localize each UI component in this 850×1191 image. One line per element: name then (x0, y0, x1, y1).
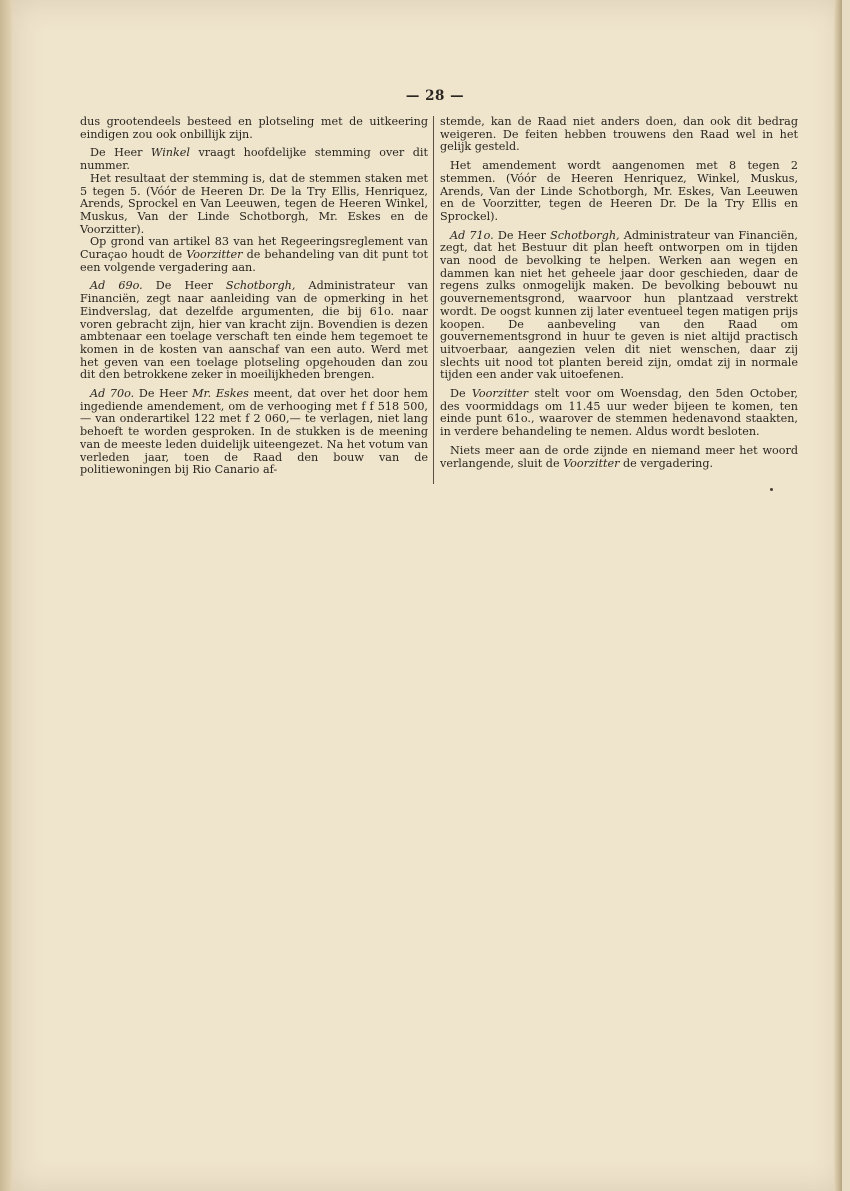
paragraph: Op grond van artikel 83 van het Regeeringsreglement van Curaçao houdt de Voorzitter de behandeling van dit punt tot een volgende vergadering aan. (80, 235, 428, 274)
paragraph: stemde, kan de Raad niet anders doen, dan ook dit bedrag weigeren. De feiten hebben trouwens den Raad wel in het gelijk gesteld. (440, 115, 798, 154)
left-column (80, 116, 428, 483)
paper-right-edge (834, 0, 842, 1191)
speaker-name: Voorzitter (563, 456, 620, 470)
speaker-name: Schotborgh, (225, 279, 296, 293)
speaker-name: Mr. Eskes (192, 387, 249, 401)
agenda-item: Ad 70o. (90, 387, 135, 401)
speaker-name: Voorzitter (186, 248, 243, 262)
speaker-name: Voorzitter (471, 387, 529, 401)
paper-speck (770, 488, 773, 491)
paper-left-edge (0, 0, 12, 1191)
agenda-item: Ad 71o. (450, 228, 494, 242)
paragraph: De Heer Winkel vraagt hoofdelijke stemming over dit nummer. (80, 146, 428, 173)
paragraph: Ad 69o. De Heer Schotborgh, Administrateur van Financiën, zegt naar aanleiding van de opmerking in het Eindverslag, dat dezelfde argumenten, die bij 61o. naar voren gebracht zijn, hier van kracht zijn. Bovendien is dezen ambtenaar een toelage verschaft ten einde hem tegemoet te komen in de kosten van aanschaf van een auto. Werd met het geven van een toelage plotseling opgehouden dan zou dit den betrokkene zeker in moeilijkheden brengen. (80, 279, 428, 382)
paragraph: Het resultaat der stemming is, dat de stemmen staken met 5 tegen 5. (Vóór de Heeren Dr. De la Try Ellis, Henriquez, Arends, Sprockel en Van Leeuwen, tegen de Heeren Winkel, Muskus, Van der Linde Schotborgh, Mr. Eskes en de Voorzitter). (80, 171, 428, 236)
speaker-name: Schotborgh, (550, 228, 620, 242)
paragraph: dus grootendeels besteed en plotseling met de uitkeering eindigen zou ook onbillijk zijn. (80, 115, 428, 141)
speaker-name: Winkel (150, 146, 190, 160)
page-number: — 28 — (405, 88, 465, 104)
column-divider (433, 116, 434, 484)
agenda-item: Ad 69o. (90, 279, 143, 293)
paragraph: Ad 71o. De Heer Schotborgh, Administrateur van Financiën, zegt, dat het Bestuur dit plan heeft ontworpen om in tijden van nood de bevolking te helpen. Werken aan wegen en dammen kan niet het geheele jaar door geschieden, daar de regens zulks onmogelijk maken. De bevolking bebouwt nu gouvernementsgrond, waarvoor hun plantzaad verstrekt wordt. De oogst kunnen zij later eventueel tegen matigen prijs koopen. De aanbeveling van den Raad om gouvernementsgrond in huur te geven is niet altijd practisch uitvoerbaar, aangezien velen dit niet wenschen, daar zij slechts uit nood tot planten bereid zijn, omdat zij in normale tijden een ander vak uitoefenen. (440, 228, 798, 382)
paragraph: Niets meer aan de orde zijnde en niemand meer het woord verlangende, sluit de Voorzitter de vergadering. (440, 443, 798, 470)
paragraph: De Voorzitter stelt voor om Woensdag, den 5den October, des voormiddags om 11.45 uur weder bijeen te komen, ten einde punt 61o., waarover de stemmen hedenavond staakten, in verdere behandeling te nemen. Aldus wordt besloten. (440, 387, 798, 439)
paragraph: Ad 70o. De Heer Mr. Eskes meent, dat over het door hem ingediende amendement, om de verhooging met f f 518 500,— van onderartikel 122 met f 2 060,— te verlagen, niet lang behoeft te worden gesproken. In de stukken is de meening van de meeste leden duidelijk uiteengezet. Na het votum van verleden jaar, toen de Raad den bouw van de politiewoningen bij Rio Canario af- (80, 387, 428, 477)
right-column (440, 116, 798, 476)
paragraph: Het amendement wordt aangenomen met 8 tegen 2 stemmen. (Vóór de Heeren Henriquez, Winkel, Muskus, Arends, Van der Linde Schotborgh, Mr. Eskes, Van Leeuwen en de Voorzitter, tegen de Heeren Dr. De la Try Ellis en Sprockel). (440, 159, 798, 223)
